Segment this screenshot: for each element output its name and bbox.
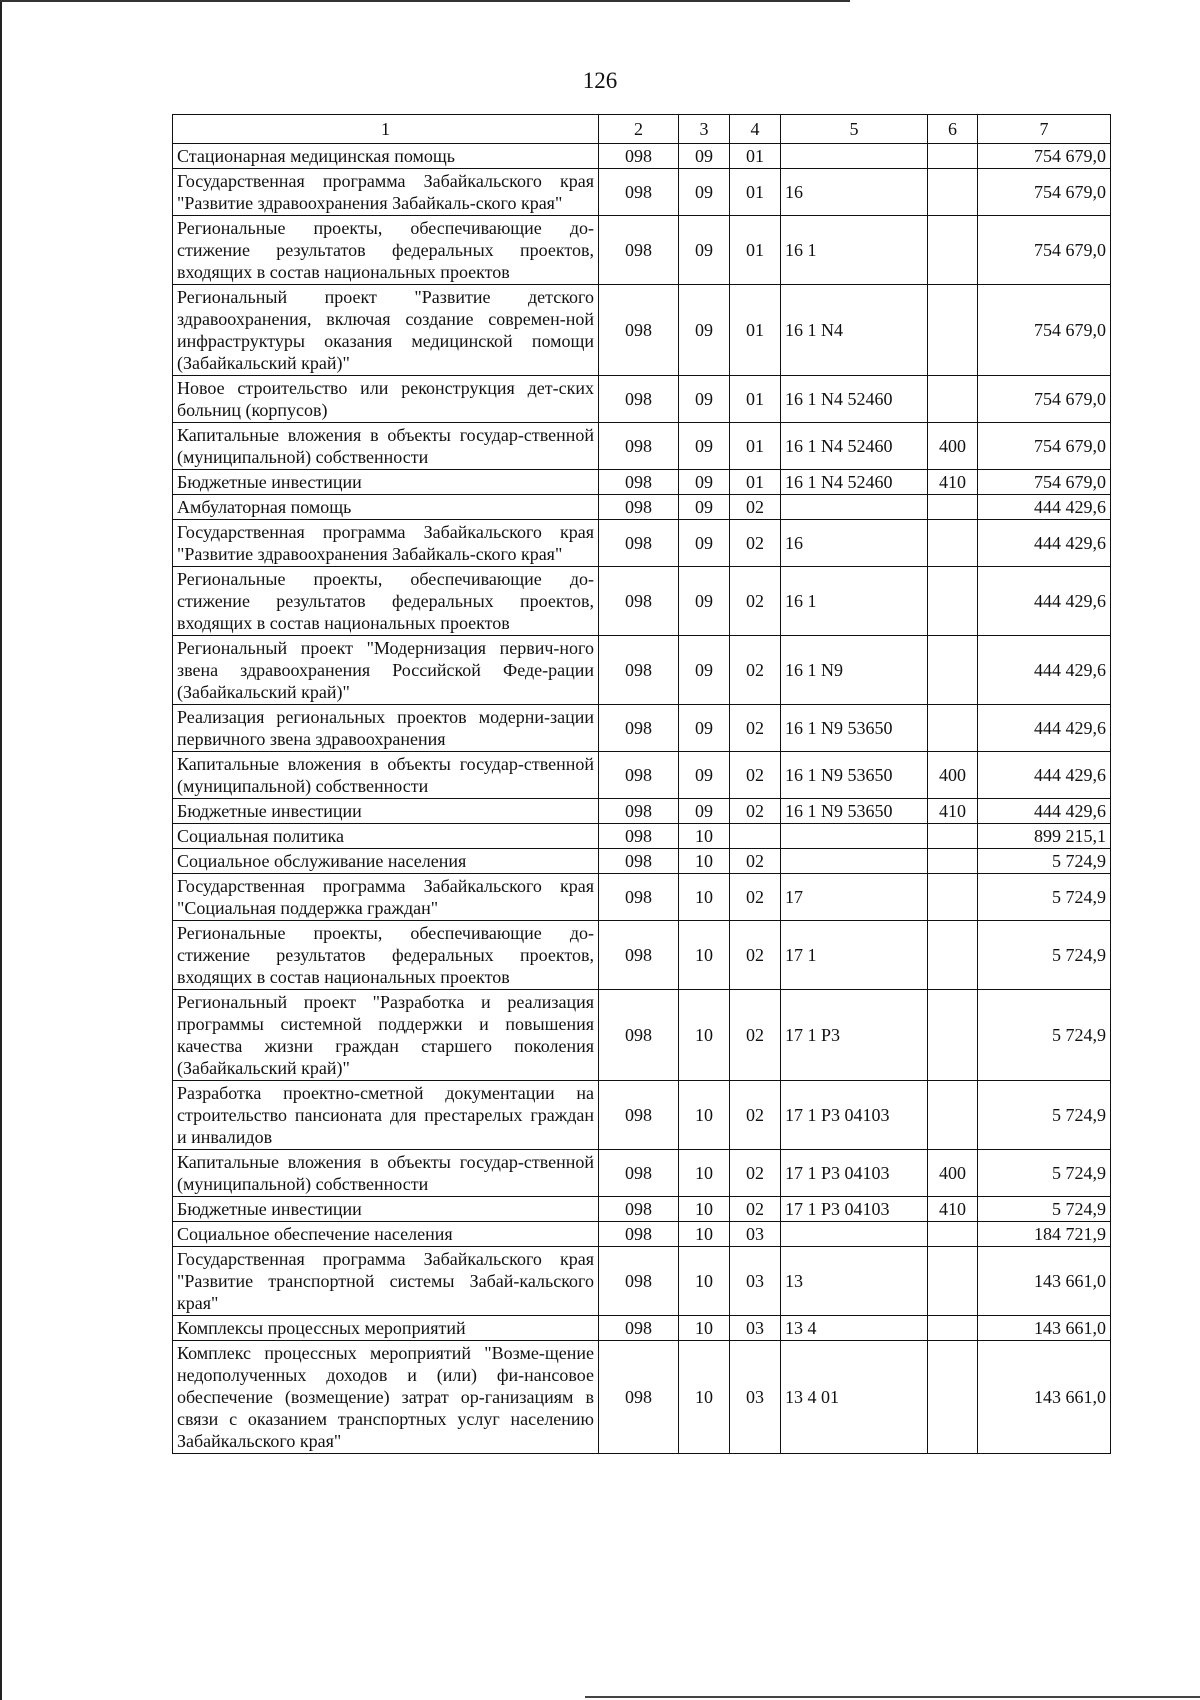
row-admin-code: 098 [599,990,679,1081]
row-target-code: 16 1 N9 [781,636,928,705]
table-row [173,470,1111,495]
row-subsection-code: 01 [730,376,781,423]
row-expense-type [928,849,978,874]
row-target-code: 16 1 N4 52460 [781,470,928,495]
row-expense-type: 400 [928,423,978,470]
row-expense-type [928,169,978,216]
row-target-code [781,849,928,874]
table-row [173,1316,1111,1341]
row-admin-code: 098 [599,423,679,470]
page-edge-top [0,0,850,2]
row-section-code: 09 [679,520,730,567]
row-subsection-code: 02 [730,849,781,874]
row-amount: 444 429,6 [978,752,1111,799]
row-subsection-code [730,824,781,849]
table-row [173,799,1111,824]
row-admin-code: 098 [599,520,679,567]
row-amount: 5 724,9 [978,990,1111,1081]
row-admin-code: 098 [599,849,679,874]
row-name: Капитальные вложения в объекты государ-ственной (муниципальной) собственности [173,423,599,470]
row-amount: 444 429,6 [978,567,1111,636]
row-amount: 754 679,0 [978,470,1111,495]
row-expense-type [928,567,978,636]
table-row [173,921,1111,990]
table-body [173,115,1111,1454]
row-name: Государственная программа Забайкальского края "Развитие здравоохранения Забайкаль-ского края" [173,169,599,216]
table-row [173,285,1111,376]
row-name: Бюджетные инвестиции [173,799,599,824]
table-row [173,1081,1111,1150]
row-target-code: 16 [781,169,928,216]
row-amount: 5 724,9 [978,1081,1111,1150]
table-row [173,216,1111,285]
row-section-code: 10 [679,1222,730,1247]
column-header-2: 2 [599,115,679,144]
budget-table [172,114,1111,1454]
row-expense-type [928,921,978,990]
row-amount: 754 679,0 [978,423,1111,470]
row-section-code: 10 [679,849,730,874]
row-name: Комплексы процессных мероприятий [173,1316,599,1341]
row-expense-type: 400 [928,1150,978,1197]
row-admin-code: 098 [599,1222,679,1247]
page-edge-bottom [585,1696,1200,1698]
row-subsection-code: 02 [730,1150,781,1197]
row-name: Комплекс процессных мероприятий "Возме-щение недополученных доходов и (или) фи-нансовое обеспечение (возмещение) затрат ор-ганизациям в связи с оказанием транспортных услуг населению Забайкальского края" [173,1341,599,1454]
row-name: Региональный проект "Модернизация первич-ного звена здравоохранения Российской Феде-рации (Забайкальский край)" [173,636,599,705]
row-admin-code: 098 [599,285,679,376]
row-admin-code: 098 [599,567,679,636]
row-target-code: 16 1 [781,567,928,636]
row-subsection-code: 02 [730,636,781,705]
row-amount: 143 661,0 [978,1341,1111,1454]
row-amount: 5 724,9 [978,1197,1111,1222]
row-subsection-code: 02 [730,567,781,636]
row-section-code: 09 [679,567,730,636]
row-subsection-code: 03 [730,1247,781,1316]
row-section-code: 10 [679,824,730,849]
row-admin-code: 098 [599,636,679,705]
row-admin-code: 098 [599,216,679,285]
row-target-code: 16 1 N9 53650 [781,705,928,752]
row-section-code: 10 [679,1150,730,1197]
row-target-code: 16 1 N4 52460 [781,423,928,470]
row-subsection-code: 02 [730,1197,781,1222]
row-amount: 5 724,9 [978,874,1111,921]
row-section-code: 09 [679,799,730,824]
row-name: Капитальные вложения в объекты государ-ственной (муниципальной) собственности [173,1150,599,1197]
row-expense-type: 410 [928,799,978,824]
row-admin-code: 098 [599,1316,679,1341]
row-name: Государственная программа Забайкальского края "Социальная поддержка граждан" [173,874,599,921]
row-subsection-code: 03 [730,1222,781,1247]
row-expense-type: 410 [928,1197,978,1222]
row-amount: 444 429,6 [978,799,1111,824]
row-expense-type [928,376,978,423]
table-row [173,567,1111,636]
table-row [173,990,1111,1081]
table-row [173,1197,1111,1222]
row-name: Государственная программа Забайкальского края "Развитие здравоохранения Забайкаль-ского края" [173,520,599,567]
table-row [173,376,1111,423]
row-name: Социальное обеспечение населения [173,1222,599,1247]
row-subsection-code: 01 [730,216,781,285]
row-target-code: 17 1 P3 04103 [781,1150,928,1197]
row-section-code: 09 [679,423,730,470]
row-admin-code: 098 [599,169,679,216]
row-amount: 444 429,6 [978,705,1111,752]
row-section-code: 10 [679,1341,730,1454]
row-subsection-code: 03 [730,1316,781,1341]
row-name: Реализация региональных проектов модерни-зации первичного звена здравоохранения [173,705,599,752]
row-subsection-code: 01 [730,423,781,470]
row-amount: 143 661,0 [978,1316,1111,1341]
row-name: Амбулаторная помощь [173,495,599,520]
row-target-code: 17 [781,874,928,921]
page-edge-left [0,0,2,1700]
row-name: Региональные проекты, обеспечивающие до-стижение результатов федеральных проектов, входящих в состав национальных проектов [173,921,599,990]
row-amount: 5 724,9 [978,1150,1111,1197]
table-row [173,1247,1111,1316]
column-header-3: 3 [679,115,730,144]
row-admin-code: 098 [599,705,679,752]
row-amount: 754 679,0 [978,376,1111,423]
row-subsection-code: 01 [730,285,781,376]
row-name: Региональный проект "Развитие детского здравоохранения, включая создание современ-ной инфраструктуры оказания медицинской помощи (Забайкальский край)" [173,285,599,376]
row-expense-type [928,1081,978,1150]
row-subsection-code: 01 [730,470,781,495]
row-amount: 444 429,6 [978,636,1111,705]
row-target-code: 17 1 P3 04103 [781,1081,928,1150]
row-subsection-code: 02 [730,752,781,799]
row-admin-code: 098 [599,824,679,849]
table-row [173,705,1111,752]
row-expense-type [928,874,978,921]
row-subsection-code: 02 [730,799,781,824]
row-expense-type [928,520,978,567]
table-row [173,169,1111,216]
row-amount: 184 721,9 [978,1222,1111,1247]
row-amount: 444 429,6 [978,495,1111,520]
row-section-code: 10 [679,874,730,921]
row-amount: 143 661,0 [978,1247,1111,1316]
page-number: 126 [582,68,618,93]
row-name: Капитальные вложения в объекты государ-ственной (муниципальной) собственности [173,752,599,799]
row-section-code: 10 [679,1197,730,1222]
column-header-5: 5 [781,115,928,144]
row-target-code: 17 1 [781,921,928,990]
row-expense-type [928,1341,978,1454]
row-section-code: 09 [679,285,730,376]
row-section-code: 09 [679,470,730,495]
row-target-code [781,1222,928,1247]
row-subsection-code: 03 [730,1341,781,1454]
table-row [173,874,1111,921]
row-subsection-code: 01 [730,169,781,216]
row-amount: 754 679,0 [978,285,1111,376]
row-expense-type [928,1316,978,1341]
row-target-code: 17 1 P3 [781,990,928,1081]
table-row [173,520,1111,567]
row-expense-type [928,990,978,1081]
row-target-code: 13 [781,1247,928,1316]
row-section-code: 09 [679,376,730,423]
row-amount: 754 679,0 [978,216,1111,285]
row-amount: 5 724,9 [978,921,1111,990]
row-subsection-code: 02 [730,874,781,921]
row-subsection-code: 01 [730,144,781,169]
row-subsection-code: 02 [730,520,781,567]
row-section-code: 10 [679,990,730,1081]
row-section-code: 10 [679,921,730,990]
row-admin-code: 098 [599,144,679,169]
row-expense-type [928,1247,978,1316]
row-name: Региональные проекты, обеспечивающие до-стижение результатов федеральных проектов, входящих в состав национальных проектов [173,567,599,636]
table-row [173,144,1111,169]
row-expense-type [928,285,978,376]
row-admin-code: 098 [599,752,679,799]
row-name: Бюджетные инвестиции [173,1197,599,1222]
row-target-code [781,824,928,849]
row-admin-code: 098 [599,799,679,824]
row-amount: 754 679,0 [978,144,1111,169]
row-amount: 5 724,9 [978,849,1111,874]
row-admin-code: 098 [599,1341,679,1454]
column-header-6: 6 [928,115,978,144]
table-row [173,1222,1111,1247]
row-name: Разработка проектно-сметной документации на строительство пансионата для престарелых граждан и инвалидов [173,1081,599,1150]
column-header-7: 7 [978,115,1111,144]
row-section-code: 09 [679,495,730,520]
table-row [173,824,1111,849]
row-target-code: 17 1 P3 04103 [781,1197,928,1222]
row-expense-type [928,705,978,752]
row-subsection-code: 02 [730,1081,781,1150]
row-target-code: 13 4 01 [781,1341,928,1454]
row-subsection-code: 02 [730,495,781,520]
row-section-code: 10 [679,1081,730,1150]
table-row [173,636,1111,705]
row-admin-code: 098 [599,1081,679,1150]
row-name: Социальная политика [173,824,599,849]
row-name: Региональный проект "Разработка и реализация программы системной поддержки и повышения качества жизни граждан старшего поколения (Забайкальский край)" [173,990,599,1081]
row-admin-code: 098 [599,1247,679,1316]
column-number-row [173,115,1111,144]
row-section-code: 10 [679,1316,730,1341]
row-name: Новое строительство или реконструкция дет-ских больниц (корпусов) [173,376,599,423]
row-section-code: 09 [679,144,730,169]
table-row [173,1150,1111,1197]
row-target-code: 13 4 [781,1316,928,1341]
row-expense-type: 400 [928,752,978,799]
row-admin-code: 098 [599,1150,679,1197]
row-name: Стационарная медицинская помощь [173,144,599,169]
row-admin-code: 098 [599,470,679,495]
row-subsection-code: 02 [730,705,781,752]
table-row [173,1341,1111,1454]
row-admin-code: 098 [599,1197,679,1222]
row-target-code [781,144,928,169]
column-header-4: 4 [730,115,781,144]
row-expense-type [928,1222,978,1247]
row-section-code: 09 [679,169,730,216]
row-expense-type [928,216,978,285]
row-target-code: 16 1 N9 53650 [781,752,928,799]
row-section-code: 09 [679,752,730,799]
row-expense-type: 410 [928,470,978,495]
row-section-code: 09 [679,636,730,705]
row-section-code: 10 [679,1247,730,1316]
row-admin-code: 098 [599,874,679,921]
row-subsection-code: 02 [730,990,781,1081]
row-name: Социальное обслуживание населения [173,849,599,874]
table-row [173,423,1111,470]
row-expense-type [928,495,978,520]
row-target-code: 16 1 N4 52460 [781,376,928,423]
row-target-code: 16 [781,520,928,567]
row-amount: 899 215,1 [978,824,1111,849]
row-name: Региональные проекты, обеспечивающие до-стижение результатов федеральных проектов, входящих в состав национальных проектов [173,216,599,285]
row-expense-type [928,824,978,849]
row-admin-code: 098 [599,921,679,990]
table-row [173,849,1111,874]
row-name: Бюджетные инвестиции [173,470,599,495]
row-subsection-code: 02 [730,921,781,990]
row-target-code: 16 1 [781,216,928,285]
column-header-1: 1 [173,115,599,144]
row-section-code: 09 [679,705,730,752]
row-amount: 444 429,6 [978,520,1111,567]
table-row [173,752,1111,799]
row-name: Государственная программа Забайкальского края "Развитие транспортной системы Забай-кальского края" [173,1247,599,1316]
row-admin-code: 098 [599,376,679,423]
row-target-code: 16 1 N4 [781,285,928,376]
row-admin-code: 098 [599,495,679,520]
row-expense-type [928,144,978,169]
row-section-code: 09 [679,216,730,285]
row-expense-type [928,636,978,705]
row-target-code [781,495,928,520]
row-target-code: 16 1 N9 53650 [781,799,928,824]
table-row [173,495,1111,520]
row-amount: 754 679,0 [978,169,1111,216]
